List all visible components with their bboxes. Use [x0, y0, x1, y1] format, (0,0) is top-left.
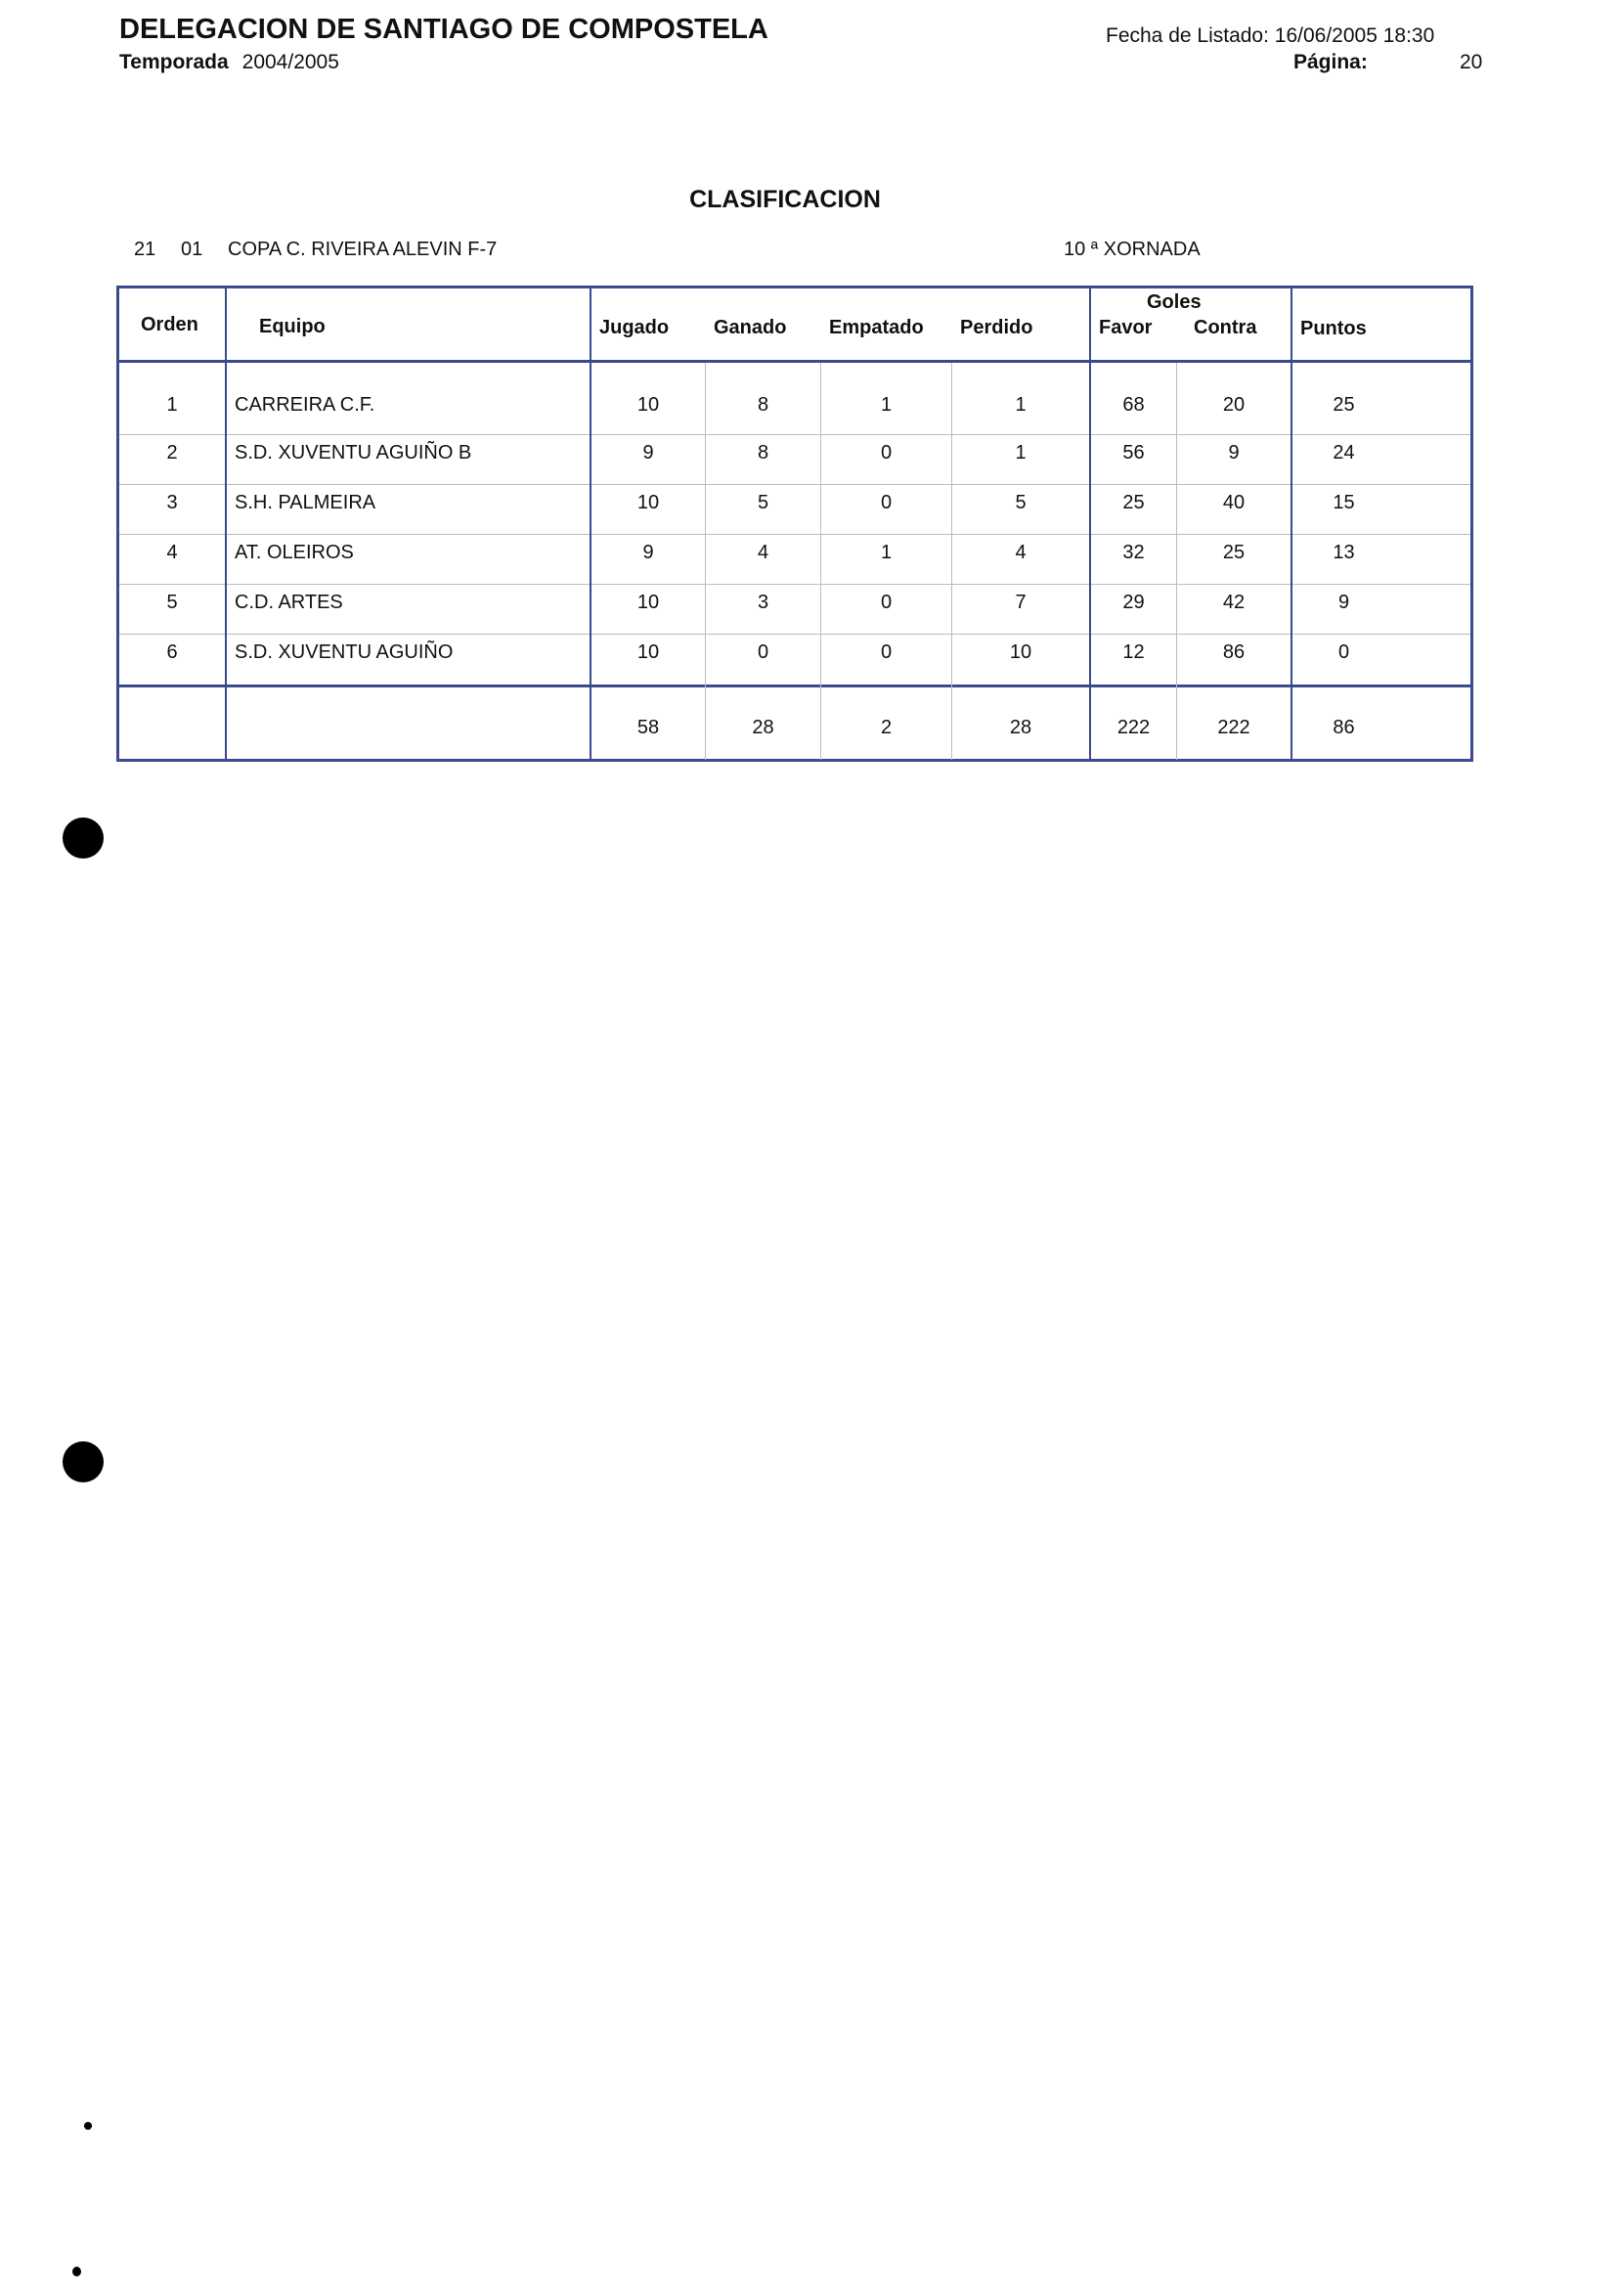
col-header-equipo: Equipo	[259, 316, 326, 337]
row-rule	[118, 634, 1471, 635]
table-border-header-bottom	[116, 360, 1473, 363]
page-value: 20	[1460, 51, 1483, 73]
total-favor: 222	[1116, 717, 1151, 738]
cell-equipo: CARREIRA C.F.	[235, 394, 375, 416]
table-border-totals-top	[116, 684, 1473, 687]
row-rule	[118, 434, 1471, 435]
cell-jugado: 10	[636, 492, 660, 513]
col-header-goles: Goles	[1147, 291, 1202, 313]
cell-equipo: C.D. ARTES	[235, 592, 343, 613]
total-perdido: 28	[1009, 717, 1032, 738]
cell-ganado: 0	[757, 641, 769, 663]
col-line	[590, 286, 591, 762]
cell-perdido: 1	[1015, 442, 1027, 464]
speck-mark	[84, 2122, 92, 2130]
col-header-perdido: Perdido	[960, 317, 1033, 338]
competition-name: COPA C. RIVEIRA ALEVIN F-7	[228, 239, 498, 260]
cell-orden: 6	[166, 641, 178, 663]
col-line	[1470, 286, 1473, 762]
competition-code-b: 01	[181, 239, 203, 260]
row-rule	[118, 584, 1471, 585]
page-label: Página:	[1293, 51, 1368, 73]
col-header-ganado: Ganado	[714, 317, 787, 338]
cell-equipo: AT. OLEIROS	[235, 542, 354, 563]
cell-equipo: S.H. PALMEIRA	[235, 492, 376, 513]
cell-empatado: 0	[880, 641, 893, 663]
total-jugado: 58	[636, 717, 660, 738]
col-line	[1089, 286, 1091, 762]
table-border-top	[116, 286, 1473, 288]
cell-orden: 1	[166, 394, 178, 416]
cell-puntos: 15	[1333, 492, 1355, 513]
cell-puntos: 0	[1337, 641, 1350, 663]
round-label: 10 ª XORNADA	[1064, 239, 1201, 260]
competition-code-a: 21	[134, 239, 156, 260]
row-rule	[118, 484, 1471, 485]
cell-contra: 9	[1228, 442, 1240, 464]
cell-contra: 42	[1222, 592, 1246, 613]
col-header-orden: Orden	[141, 314, 198, 335]
col-line	[225, 286, 227, 762]
cell-orden: 3	[166, 492, 178, 513]
cell-jugado: 10	[636, 394, 660, 416]
cell-ganado: 5	[757, 492, 769, 513]
col-line	[1291, 286, 1292, 762]
total-empatado: 2	[880, 717, 893, 738]
col-header-jugado: Jugado	[599, 317, 670, 338]
report-heading: CLASIFICACION	[689, 186, 881, 213]
punch-hole-mark	[63, 1441, 104, 1482]
cell-puntos: 9	[1337, 592, 1350, 613]
total-contra: 222	[1217, 717, 1250, 738]
col-header-favor: Favor	[1099, 317, 1153, 338]
total-puntos: 86	[1333, 717, 1355, 738]
cell-jugado: 10	[636, 641, 660, 663]
total-ganado: 28	[752, 717, 774, 738]
cell-puntos: 13	[1333, 542, 1355, 563]
cell-empatado: 1	[880, 542, 893, 563]
cell-empatado: 0	[880, 592, 893, 613]
cell-perdido: 1	[1015, 394, 1027, 416]
cell-empatado: 1	[880, 394, 893, 416]
col-header-empatado: Empatado	[829, 317, 924, 338]
cell-orden: 2	[166, 442, 178, 464]
row-rule	[118, 534, 1471, 535]
cell-ganado: 4	[757, 542, 769, 563]
cell-perdido: 10	[1009, 641, 1032, 663]
cell-puntos: 25	[1333, 394, 1355, 416]
cell-contra: 40	[1222, 492, 1246, 513]
cell-ganado: 8	[757, 442, 769, 464]
cell-favor: 29	[1122, 592, 1145, 613]
cell-puntos: 24	[1333, 442, 1355, 464]
cell-equipo: S.D. XUVENTU AGUIÑO	[235, 641, 454, 663]
org-title: DELEGACION DE SANTIAGO DE COMPOSTELA	[119, 14, 768, 45]
cell-jugado: 10	[636, 592, 660, 613]
cell-perdido: 5	[1015, 492, 1027, 513]
cell-jugado: 9	[642, 542, 654, 563]
season-value: 2004/2005	[241, 51, 339, 73]
col-header-puntos: Puntos	[1300, 318, 1367, 339]
listing-date	[1106, 24, 1434, 48]
page-number	[1293, 51, 1483, 74]
col-line	[116, 286, 119, 762]
col-header-contra: Contra	[1194, 317, 1257, 338]
cell-favor: 12	[1122, 641, 1145, 663]
cell-orden: 4	[166, 542, 178, 563]
punch-hole-mark	[63, 817, 104, 859]
cell-contra: 20	[1222, 394, 1246, 416]
listing-date-value: 16/06/2005 18:30	[1274, 24, 1435, 47]
cell-jugado: 9	[642, 442, 654, 464]
table-border-bottom	[116, 759, 1473, 762]
cell-contra: 86	[1222, 641, 1246, 663]
cell-favor: 32	[1122, 542, 1145, 563]
speck-mark	[72, 2267, 81, 2276]
cell-equipo: S.D. XUVENTU AGUIÑO B	[235, 442, 472, 464]
cell-favor: 68	[1122, 394, 1145, 416]
cell-contra: 25	[1222, 542, 1246, 563]
cell-empatado: 0	[880, 442, 893, 464]
cell-empatado: 0	[880, 492, 893, 513]
cell-ganado: 3	[757, 592, 769, 613]
cell-perdido: 7	[1015, 592, 1027, 613]
cell-perdido: 4	[1015, 542, 1027, 563]
season	[119, 51, 339, 74]
season-label: Temporada	[119, 51, 229, 73]
listing-date-label: Fecha de Listado:	[1106, 24, 1269, 47]
cell-ganado: 8	[757, 394, 769, 416]
cell-favor: 56	[1122, 442, 1145, 464]
cell-favor: 25	[1122, 492, 1145, 513]
cell-orden: 5	[166, 592, 178, 613]
